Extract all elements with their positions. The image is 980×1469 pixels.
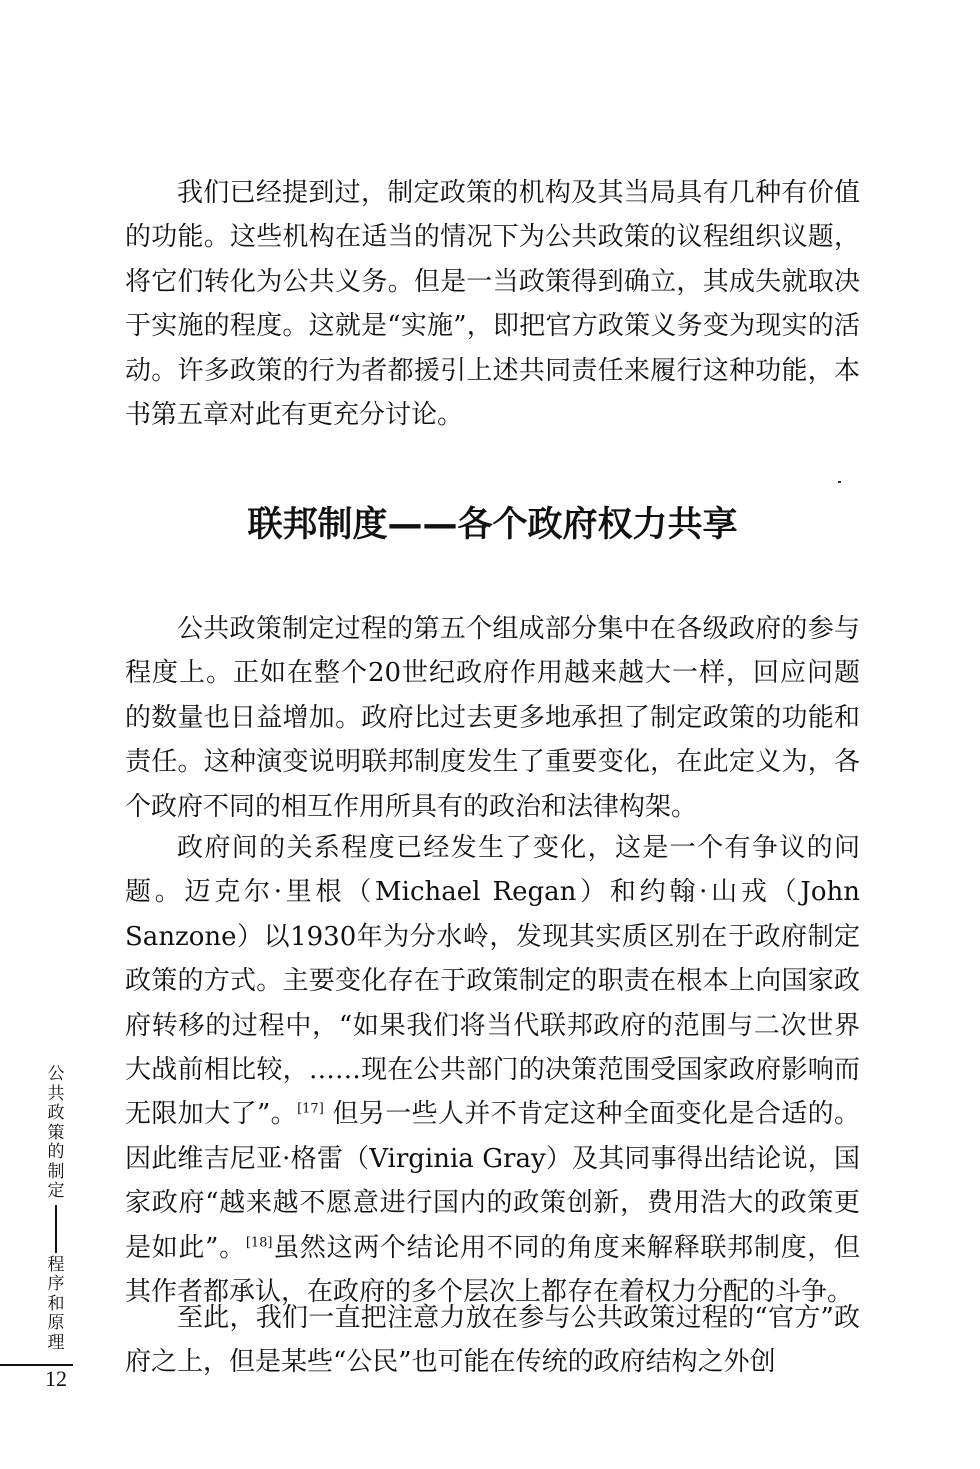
paragraph-implementation: 我们已经提到过，制定政策的机构及其当局具有几种有价值的功能。这些机构在适当的情况下为公共政策的议程组织议题，将它们转化为公共义务。但是一当政策得到确立，其成失就取决于实施的程度。这就是“实施”，即把官方政策义务变为现实的活动。许多政策的行为者都援引上述共同责任来履行这种功能，本书第五章对此有更充分讨论。 — [125, 178, 860, 431]
footnote-ref-17: [17] — [297, 1101, 324, 1117]
section-heading: 联邦制度——各个政府权力共享 — [247, 505, 738, 545]
footnote-ref-18: [18] — [245, 1235, 273, 1250]
side-char: 共 — [47, 1083, 65, 1104]
page-number: 12 — [45, 1366, 67, 1391]
side-char: 和 — [47, 1293, 65, 1314]
side-char: 的 — [47, 1142, 65, 1162]
paragraph-intergovernmental — [125, 826, 860, 1314]
side-char: 定 — [47, 1181, 65, 1201]
side-char: 策 — [47, 1122, 65, 1143]
side-char: 程 — [47, 1254, 65, 1275]
side-char: 公 — [47, 1064, 65, 1084]
side-char: 政 — [47, 1103, 65, 1123]
paragraph-official-government: 至此，我们一直把注意力放在参与公共政策过程的“官方”政府之上，但是某些“公民”也可能在传统的政府结构之外创 — [125, 1303, 860, 1378]
p3-text-b: 但另一些人并不肯定这种全面变化是合适的。因此维吉尼亚·格雷（Virginia Gray）及其同事得出结论说，国家政府“越来越不愿意进行国内的政策创新，费用浩大的政策更是如此”。 — [125, 1099, 861, 1263]
side-char: 序 — [47, 1274, 65, 1294]
side-char: 理 — [47, 1332, 65, 1353]
paragraph-federalism-intro: 公共政策制定过程的第五个组成部分集中在各级政府的参与程度上。正如在整个20世纪政府作用越来越大一样，回应问题的数量也日益增加。政府比过去更多地承担了制定政策的功能和责任。这种演变说明联邦制度发生了重要变化，在此定义为，各个政府不同的相互作用所具有的政治和法律构架。 — [125, 614, 860, 822]
running-title-vertical — [42, 1065, 70, 1353]
p3-text-c: 虽然这两个结论用不同的角度来解释联邦制度，但其作者都承认，在政府的多个层次上都存在着权力分配的斗争。 — [125, 1232, 860, 1308]
side-dash — [55, 1205, 57, 1253]
p3-text-a: 政府间的关系程度已经发生了变化，这是一个有争议的问题。迈克尔·里根（Michael Regan）和约翰·山戎（John Sanzone）以1930年为分水岭，发现其实质区别在于政府制定政策的方式。主要变化存在于政策制定的职责在根本上向国家政府转移的过程中，“如果我们将当代联邦政府的范围与二次世界大战前相比较，……现在公共部门的决策范围受国家政府影响而无限加大了”。 — [125, 833, 860, 1130]
scan-speck — [838, 481, 841, 483]
side-char: 制 — [47, 1161, 65, 1182]
side-char: 原 — [47, 1313, 65, 1333]
